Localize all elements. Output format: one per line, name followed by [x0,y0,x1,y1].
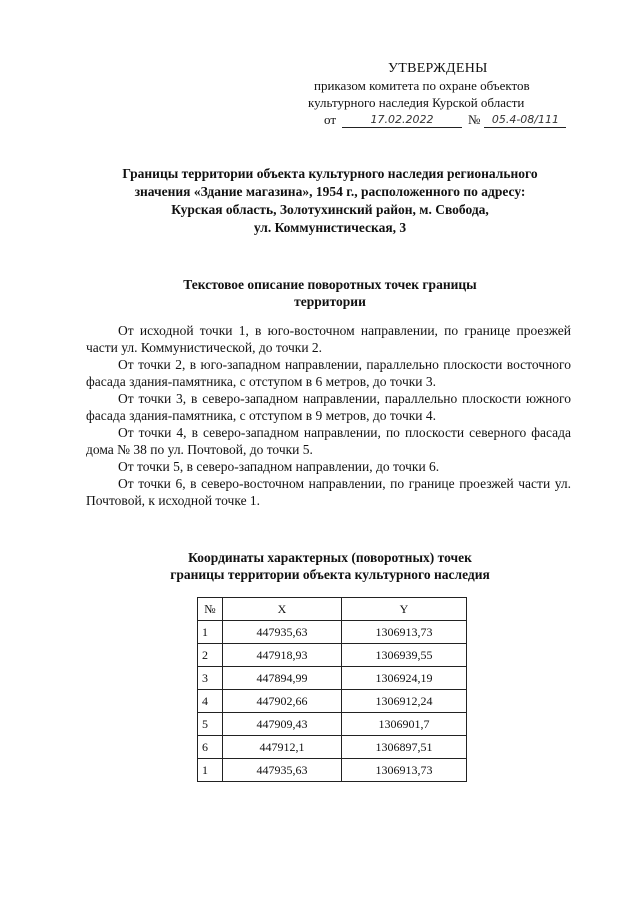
cell-point: 2 [198,644,223,667]
cell-point: 5 [198,713,223,736]
handwritten-number: 05.4-08/111 [484,113,566,128]
heading-line: Текстовое описание поворотных точек границы [183,277,477,292]
approval-committee-line: культурного наследия Курской области [308,95,525,110]
cell-x: 447909,43 [223,713,342,736]
header-y: Y [342,598,467,621]
title-line: Курская область, Золотухинский район, м. Свобода, [171,202,489,217]
section-heading-description [100,276,560,310]
paragraph: От точки 6, в северо-восточном направлении, по границе проезжей части ул. Почтовой, к исходной точке 1. [86,476,571,508]
heading-line: Координаты характерных (поворотных) точек [188,550,472,565]
paragraph: От точки 4, в северо-западном направлении, по плоскости северного фасада дома № 38 по ул. Почтовой, до точки 5. [86,425,571,457]
cell-y: 1306913,73 [342,759,467,782]
paragraph: От точки 5, в северо-западном направлении, до точки 6. [118,459,440,474]
cell-x: 447935,63 [223,759,342,782]
paragraph: От точки 3, в северо-западном направлении, параллельно плоскости южного фасада здания-памятника, с отступом в 9 метров, до точки 4. [86,391,571,423]
table-row [198,621,467,644]
cell-y: 1306924,19 [342,667,467,690]
header-number: № [198,598,223,621]
heading-line: территории [294,294,366,309]
cell-point: 3 [198,667,223,690]
cell-y: 1306901,7 [342,713,467,736]
table-row [198,690,467,713]
table-row [198,736,467,759]
section-heading-coordinates [100,549,560,583]
boundary-description [86,322,571,509]
cell-x: 447902,66 [223,690,342,713]
paragraph: От исходной точки 1, в юго-восточном направлении, по границе проезжей части ул. Коммунистической, до точки 2. [86,323,571,355]
approval-title: УТВЕРЖДЕНЫ [388,61,488,76]
cell-point: 4 [198,690,223,713]
header-x: X [223,598,342,621]
cell-y: 1306897,51 [342,736,467,759]
title-line: Границы территории объекта культурного наследия регионального [122,166,538,181]
handwritten-date: 17.02.2022 [342,113,462,128]
cell-x: 447918,93 [223,644,342,667]
cell-x: 447912,1 [223,736,342,759]
cell-y: 1306939,55 [342,644,467,667]
heading-line: границы территории объекта культурного наследия [170,567,490,582]
cell-x: 447935,63 [223,621,342,644]
from-label: от [324,112,337,127]
coordinates-table [197,597,467,782]
cell-point: 6 [198,736,223,759]
title-line: ул. Коммунистическая, 3 [253,220,407,235]
cell-x: 447894,99 [223,667,342,690]
table-row [198,759,467,782]
approval-order-line: приказом комитета по охране объектов [314,78,530,93]
document-title [70,165,590,237]
approval-block [300,60,600,128]
table-row [198,667,467,690]
cell-y: 1306913,73 [342,621,467,644]
cell-point: 1 [198,621,223,644]
table-row [198,644,467,667]
table-header-row [198,598,467,621]
cell-y: 1306912,24 [342,690,467,713]
number-label: № [468,112,481,127]
table-row [198,713,467,736]
cell-point: 1 [198,759,223,782]
approval-date-row [324,111,600,128]
paragraph: От точки 2, в юго-западном направлении, параллельно плоскости восточного фасада здания-памятника, с отступом в 6 метров, до точки 3. [86,357,571,389]
title-line: значения «Здание магазина», 1954 г., расположенного по адресу: [134,184,526,199]
